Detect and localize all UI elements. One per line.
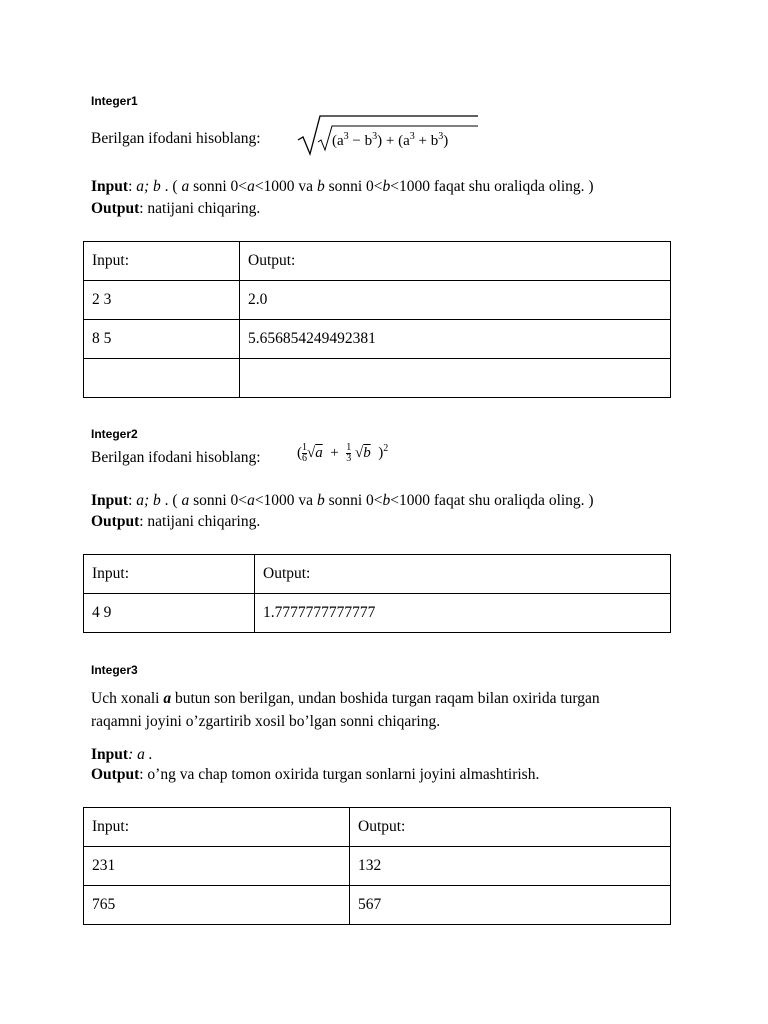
- table-header-cell: Input:: [84, 808, 350, 847]
- table-cell: 567: [350, 886, 671, 925]
- problem-statement: Uch xonali a butun son berilgan, undan boshida turgan raqam bilan oxirida turgan: [91, 690, 600, 707]
- table-header-cell: Output:: [350, 808, 671, 847]
- table-header-cell: Input:: [84, 242, 240, 281]
- problem-statement: Berilgan ifodani hisoblang:: [91, 449, 261, 466]
- table-header-row: [84, 242, 671, 281]
- input-line: Input: a .: [91, 746, 153, 763]
- table-cell: 231: [84, 847, 350, 886]
- io-table-2: [83, 554, 671, 633]
- table-row: [84, 320, 671, 359]
- table-cell: 2 3: [84, 281, 240, 320]
- formula-2: ( $\frac{1}{6}$ √a + $\frac{1}{3}$ √b )$^2$: [297, 442, 389, 465]
- table-header-cell: Output:: [255, 555, 671, 594]
- output-line: Output: natijani chiqaring.: [91, 513, 261, 530]
- table-row: [84, 594, 671, 633]
- table-row: [84, 281, 671, 320]
- table-row: [84, 359, 671, 398]
- table-header-row: [84, 808, 671, 847]
- input-line: Input: a; b . ( a sonni 0<a<1000 va b sonni 0<b<1000 faqat shu oraliqda oling. ): [91, 492, 594, 509]
- table-cell: [240, 359, 671, 398]
- output-line: Output: o’ng va chap tomon oxirida turgan sonlarni joyini almashtirish.: [91, 766, 540, 783]
- table-header-cell: Output:: [240, 242, 671, 281]
- io-table-1: [83, 241, 671, 398]
- table-cell: 765: [84, 886, 350, 925]
- table-cell: [84, 359, 240, 398]
- problem-title: Integer3: [91, 663, 138, 677]
- table-cell: 1.7777777777777: [255, 594, 671, 633]
- table-cell: 5.656854249492381: [240, 320, 671, 359]
- input-line: Input: a; b . ( a sonni 0<a<1000 va b sonni 0<b<1000 faqat shu oraliqda oling. ): [91, 178, 594, 195]
- fraction: $\frac{1}{6}$: [302, 442, 307, 465]
- table-cell: 132: [350, 847, 671, 886]
- problem-title: Integer1: [91, 94, 138, 108]
- table-header-row: [84, 555, 671, 594]
- fraction: $\frac{1}{3}$: [346, 442, 352, 465]
- table-cell: 2.0: [240, 281, 671, 320]
- formula-1: [296, 112, 486, 158]
- table-cell: 4 9: [84, 594, 255, 633]
- io-table-3: [83, 807, 671, 925]
- problem-statement-cont: raqamni joyini o’zgartirib xosil bo’lgan sonni chiqaring.: [91, 713, 441, 730]
- output-line: Output: natijani chiqaring.: [91, 200, 261, 217]
- table-row: [84, 886, 671, 925]
- table-header-cell: Input:: [84, 555, 255, 594]
- problem-title: Integer2: [91, 427, 138, 441]
- problem-statement: Berilgan ifodani hisoblang:: [91, 130, 261, 147]
- table-cell: 8 5: [84, 320, 240, 359]
- svg-text:(a3 − b3) + (a3 + b3): $(a^3 - b^3) + (a^3 + b^3)$: [332, 131, 449, 149]
- table-row: [84, 847, 671, 886]
